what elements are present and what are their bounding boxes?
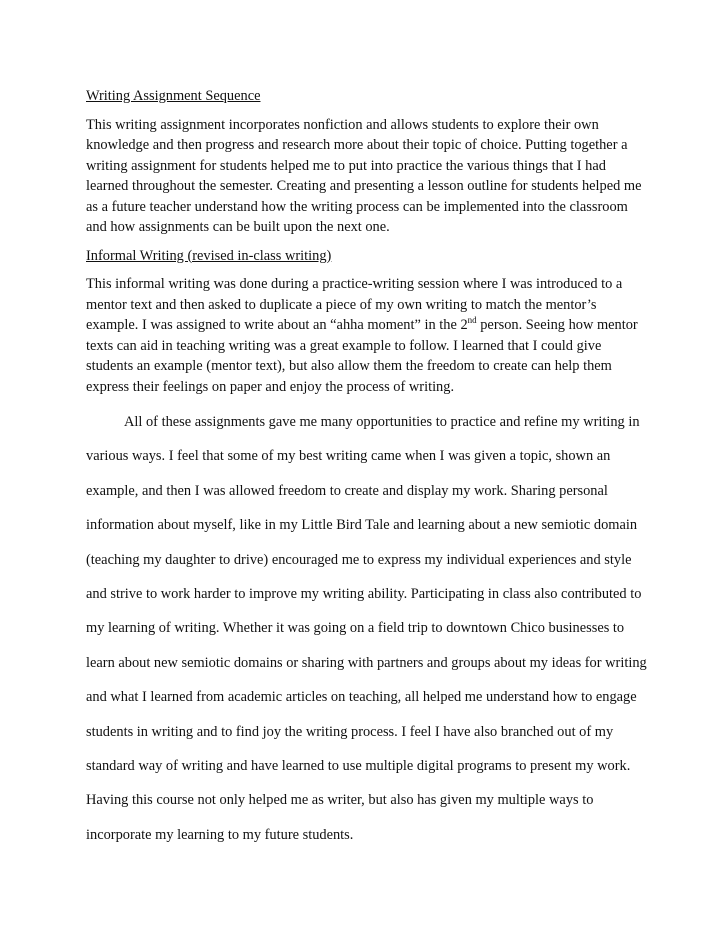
ordinal-superscript: nd <box>467 315 477 325</box>
section-heading-informal-writing: Informal Writing (revised in-class writing) <box>86 247 332 264</box>
paragraph-informal-writing-part2: person. Seeing how mentor texts can aid in teaching writing was a great example to follow. I learned that I could give students an example (mentor text), but also allow them the freedom to create can help them express their feelings on paper and enjoy the process of writing. <box>86 317 638 395</box>
section-heading-writing-assignment-sequence: Writing Assignment Sequence <box>86 88 261 104</box>
document-body <box>86 86 648 852</box>
paragraph-writing-assignment: This writing assignment incorporates nonfiction and allows students to explore their own knowledge and then progress and research more about their topic of choice. Putting together a writing assignment for students helped me to put into practice the various things that I had learned throughout the semester. Creating and presenting a lesson outline for students helped me as a future teacher understand how the writing process can be implemented into the classroom and how assignments can be built upon the next one. <box>86 116 642 235</box>
paragraph-informal-writing <box>86 274 648 397</box>
paragraph-closing-reflection: All of these assignments gave me many opportunities to practice and refine my writing in various ways. I feel that some of my best writing came when I was given a topic, shown an example, and then I was allowed freedom to create and display my work. Sharing personal information about myself, like in my Little Bird Tale and learning about a new semiotic domain (teaching my daughter to drive) encouraged me to express my individual experiences and style and strive to work harder to improve my writing ability. Participating in class also contributed to my learning of writing. Whether it was going on a field trip to downtown Chico businesses to learn about new semiotic domains or sharing with partners and groups about my ideas for writing and what I learned from academic articles on teaching, all helped me understand how to engage students in writing and to find joy the writing process. I feel I have also branched out of my standard way of writing and have learned to use multiple digital programs to present my work. Having this course not only helped me as writer, but also has given my multiple ways to incorporate my learning to my future students. <box>86 414 647 843</box>
paragraph-informal-writing-part1: This informal writing was done during a practice-writing session where I was introduced to a mentor text and then asked to duplicate a piece of my own writing to match the mentor’s example. I was assigned to write about an “ahha moment” in the 2 <box>86 276 623 333</box>
